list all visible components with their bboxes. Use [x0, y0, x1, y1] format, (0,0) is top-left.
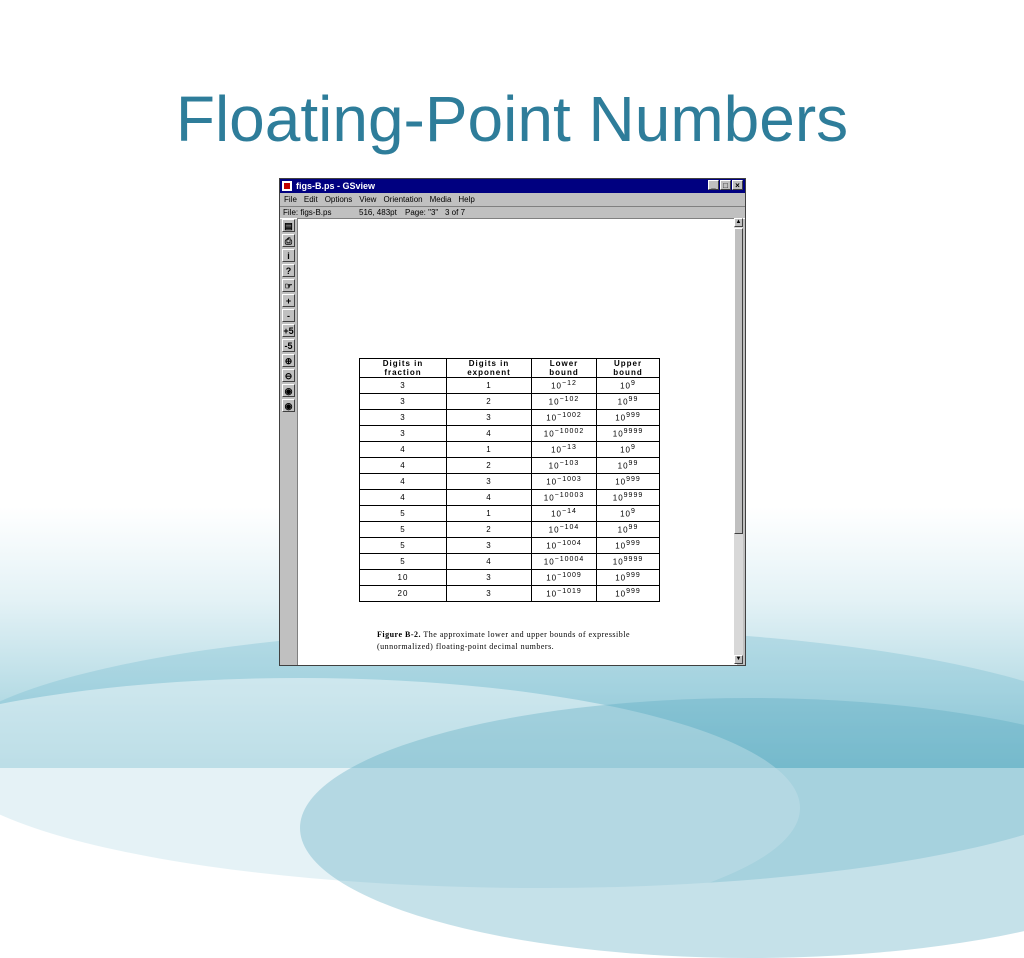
power-exponent: −13	[562, 444, 577, 452]
status-page-label: Page: "3"	[405, 208, 439, 217]
menu-options[interactable]: Options	[324, 195, 353, 204]
gsview-window	[279, 178, 746, 666]
vertical-scrollbar[interactable]	[734, 218, 743, 664]
power-exponent: −14	[562, 508, 577, 516]
cell-digits-exponent: 2	[447, 394, 532, 410]
power-base: 10	[617, 397, 629, 407]
power-exponent: −12	[562, 380, 577, 388]
table-row	[360, 506, 660, 522]
table-row	[360, 554, 660, 570]
open-file-icon[interactable]: ▤	[282, 219, 295, 232]
figure-caption	[377, 629, 657, 653]
power-base: 10	[620, 509, 631, 519]
window-titlebar[interactable]	[280, 179, 745, 193]
scroll-thumb[interactable]	[734, 228, 743, 534]
power-exponent: 9999	[623, 492, 644, 500]
power-base: 10	[546, 477, 558, 487]
power-base: 10	[617, 525, 629, 535]
cell-lower-bound	[532, 394, 597, 410]
power-base: 10	[612, 429, 624, 439]
cell-digits-fraction: 4	[360, 458, 447, 474]
next-page-icon[interactable]: +	[282, 294, 295, 307]
cell-lower-bound	[532, 506, 597, 522]
cell-lower-bound	[532, 442, 597, 458]
menu-view[interactable]: View	[359, 195, 377, 204]
power-exponent: −10002	[554, 428, 585, 436]
header-lower-bound: Lower bound	[532, 359, 597, 378]
power-exponent: 9	[631, 508, 636, 516]
zoom-in-icon[interactable]: ⊕	[282, 354, 295, 367]
table-row	[360, 570, 660, 586]
power-base: 10	[615, 541, 627, 551]
view-abc-icon[interactable]: ◉	[282, 384, 295, 397]
cell-digits-exponent: 3	[447, 410, 532, 426]
cell-digits-fraction: 20	[360, 586, 447, 602]
cell-upper-bound	[597, 586, 660, 602]
cell-lower-bound	[532, 410, 597, 426]
power-exponent: −1009	[557, 572, 582, 580]
cell-digits-fraction: 5	[360, 554, 447, 570]
cell-upper-bound	[597, 538, 660, 554]
header-digits-exponent: Digits in exponent	[447, 359, 532, 378]
zoom-out-icon[interactable]: ⊖	[282, 369, 295, 382]
power-exponent: 999	[626, 476, 641, 484]
table-row	[360, 490, 660, 506]
view-dots-icon[interactable]: ◉	[282, 399, 295, 412]
table-row	[360, 394, 660, 410]
power-base: 10	[615, 589, 627, 599]
cell-digits-fraction: 5	[360, 538, 447, 554]
power-base: 10	[546, 573, 558, 583]
cell-digits-fraction: 4	[360, 490, 447, 506]
power-exponent: 9999	[623, 428, 644, 436]
cell-upper-bound	[597, 474, 660, 490]
cell-digits-exponent: 3	[447, 570, 532, 586]
menu-orientation[interactable]: Orientation	[383, 195, 423, 204]
power-base: 10	[548, 461, 560, 471]
slide-title: Floating-Point Numbers	[175, 83, 849, 155]
status-file: File: figs-B.ps	[283, 208, 332, 217]
power-exponent: −1004	[557, 540, 582, 548]
power-exponent: −104	[559, 524, 580, 532]
window-title: figs-B.ps - GSview	[296, 181, 376, 191]
menu-file[interactable]: File	[284, 195, 297, 204]
cell-upper-bound	[597, 506, 660, 522]
previous-page-icon[interactable]: -	[282, 309, 295, 322]
side-toolbar	[282, 219, 297, 414]
print-icon[interactable]: ⎙	[282, 234, 295, 247]
power-base: 10	[543, 429, 555, 439]
power-exponent: −10004	[554, 556, 585, 564]
table-row	[360, 458, 660, 474]
cell-upper-bound	[597, 426, 660, 442]
power-base: 10	[546, 413, 558, 423]
power-base: 10	[615, 413, 627, 423]
power-exponent: −102	[559, 396, 580, 404]
cell-digits-fraction: 4	[360, 474, 447, 490]
power-base: 10	[543, 557, 555, 567]
header-digits-fraction: Digits in fraction	[360, 359, 447, 378]
power-exponent: 9	[631, 444, 636, 452]
power-exponent: 9	[631, 380, 636, 388]
status-page-count: 3 of 7	[445, 208, 466, 217]
power-exponent: 99	[628, 460, 639, 468]
power-base: 10	[615, 477, 627, 487]
power-base: 10	[612, 493, 624, 503]
close-button[interactable]: ×	[732, 180, 743, 190]
cell-digits-exponent: 4	[447, 426, 532, 442]
cell-upper-bound	[597, 394, 660, 410]
power-base: 10	[543, 493, 555, 503]
cell-upper-bound	[597, 522, 660, 538]
cell-digits-exponent: 4	[447, 490, 532, 506]
power-exponent: 99	[628, 396, 639, 404]
cell-lower-bound	[532, 586, 597, 602]
power-base: 10	[620, 445, 631, 455]
table-header-row	[360, 359, 660, 378]
power-base: 10	[551, 509, 563, 519]
power-exponent: 99	[628, 524, 639, 532]
cell-digits-exponent: 1	[447, 378, 532, 394]
cell-lower-bound	[532, 378, 597, 394]
power-exponent: −1002	[557, 412, 582, 420]
table-row	[360, 378, 660, 394]
cell-upper-bound	[597, 458, 660, 474]
cell-lower-bound	[532, 538, 597, 554]
cell-digits-fraction: 5	[360, 522, 447, 538]
power-exponent: 999	[626, 572, 641, 580]
gsview-app-icon[interactable]	[282, 181, 292, 191]
info-icon[interactable]: i	[282, 249, 295, 262]
cell-upper-bound	[597, 554, 660, 570]
table-row	[360, 586, 660, 602]
cell-digits-fraction: 4	[360, 442, 447, 458]
cell-digits-fraction: 3	[360, 410, 447, 426]
cell-digits-exponent: 1	[447, 506, 532, 522]
power-base: 10	[546, 541, 558, 551]
cell-lower-bound	[532, 458, 597, 474]
power-base: 10	[615, 573, 627, 583]
cell-lower-bound	[532, 490, 597, 506]
table-row	[360, 522, 660, 538]
cell-lower-bound	[532, 570, 597, 586]
cell-digits-exponent: 2	[447, 522, 532, 538]
status-coords: 516, 483pt	[359, 208, 397, 217]
header-upper-bound: Upper bound	[597, 359, 660, 378]
cell-lower-bound	[532, 522, 597, 538]
minimize-button[interactable]: _	[708, 180, 719, 190]
table-row	[360, 442, 660, 458]
table-row	[360, 474, 660, 490]
power-base: 10	[546, 589, 558, 599]
table-row	[360, 426, 660, 442]
power-base: 10	[617, 461, 629, 471]
cell-digits-fraction: 10	[360, 570, 447, 586]
cell-upper-bound	[597, 490, 660, 506]
cell-upper-bound	[597, 442, 660, 458]
power-exponent: −1019	[557, 588, 582, 596]
scroll-up-arrow-icon[interactable]: ▲	[735, 219, 742, 225]
bounds-table	[359, 358, 660, 602]
power-base: 10	[551, 445, 563, 455]
power-exponent: 999	[626, 540, 641, 548]
cell-upper-bound	[597, 570, 660, 586]
cell-digits-exponent: 3	[447, 538, 532, 554]
cell-digits-exponent: 2	[447, 458, 532, 474]
cell-upper-bound	[597, 378, 660, 394]
table-row	[360, 410, 660, 426]
table-row	[360, 538, 660, 554]
help-icon[interactable]: ?	[282, 264, 295, 277]
menu-media[interactable]: Media	[429, 195, 452, 204]
cell-digits-fraction: 3	[360, 378, 447, 394]
document-page	[297, 218, 737, 665]
power-base: 10	[620, 381, 631, 391]
power-base: 10	[548, 397, 560, 407]
power-exponent: −1003	[557, 476, 582, 484]
power-base: 10	[548, 525, 560, 535]
menu-edit[interactable]: Edit	[303, 195, 318, 204]
skip-back-icon[interactable]: -5	[282, 339, 295, 352]
cell-digits-exponent: 1	[447, 442, 532, 458]
power-exponent: −103	[559, 460, 580, 468]
cell-digits-fraction: 3	[360, 426, 447, 442]
goto-page-icon[interactable]: ☞	[282, 279, 295, 292]
cell-lower-bound	[532, 426, 597, 442]
power-exponent: 999	[626, 588, 641, 596]
menu-bar	[280, 193, 745, 206]
power-exponent: 999	[626, 412, 641, 420]
caption-text: The approximate lower and upper bounds of expressible (unnormalized) floating-point decimal numbers.	[377, 630, 631, 651]
cell-lower-bound	[532, 554, 597, 570]
menu-help[interactable]: Help	[458, 195, 475, 204]
skip-forward-icon[interactable]: +5	[283, 326, 294, 336]
cell-digits-exponent: 3	[447, 586, 532, 602]
cell-upper-bound	[597, 410, 660, 426]
cell-lower-bound	[532, 474, 597, 490]
cell-digits-exponent: 3	[447, 474, 532, 490]
cell-digits-fraction: 5	[360, 506, 447, 522]
cell-digits-fraction: 3	[360, 394, 447, 410]
power-exponent: −10003	[554, 492, 585, 500]
power-base: 10	[551, 381, 563, 391]
scroll-down-arrow-icon[interactable]: ▼	[735, 656, 742, 662]
caption-label: Figure B-2.	[377, 630, 422, 639]
power-exponent: 9999	[623, 556, 644, 564]
power-base: 10	[612, 557, 624, 567]
cell-digits-exponent: 4	[447, 554, 532, 570]
maximize-button[interactable]: □	[720, 180, 731, 190]
